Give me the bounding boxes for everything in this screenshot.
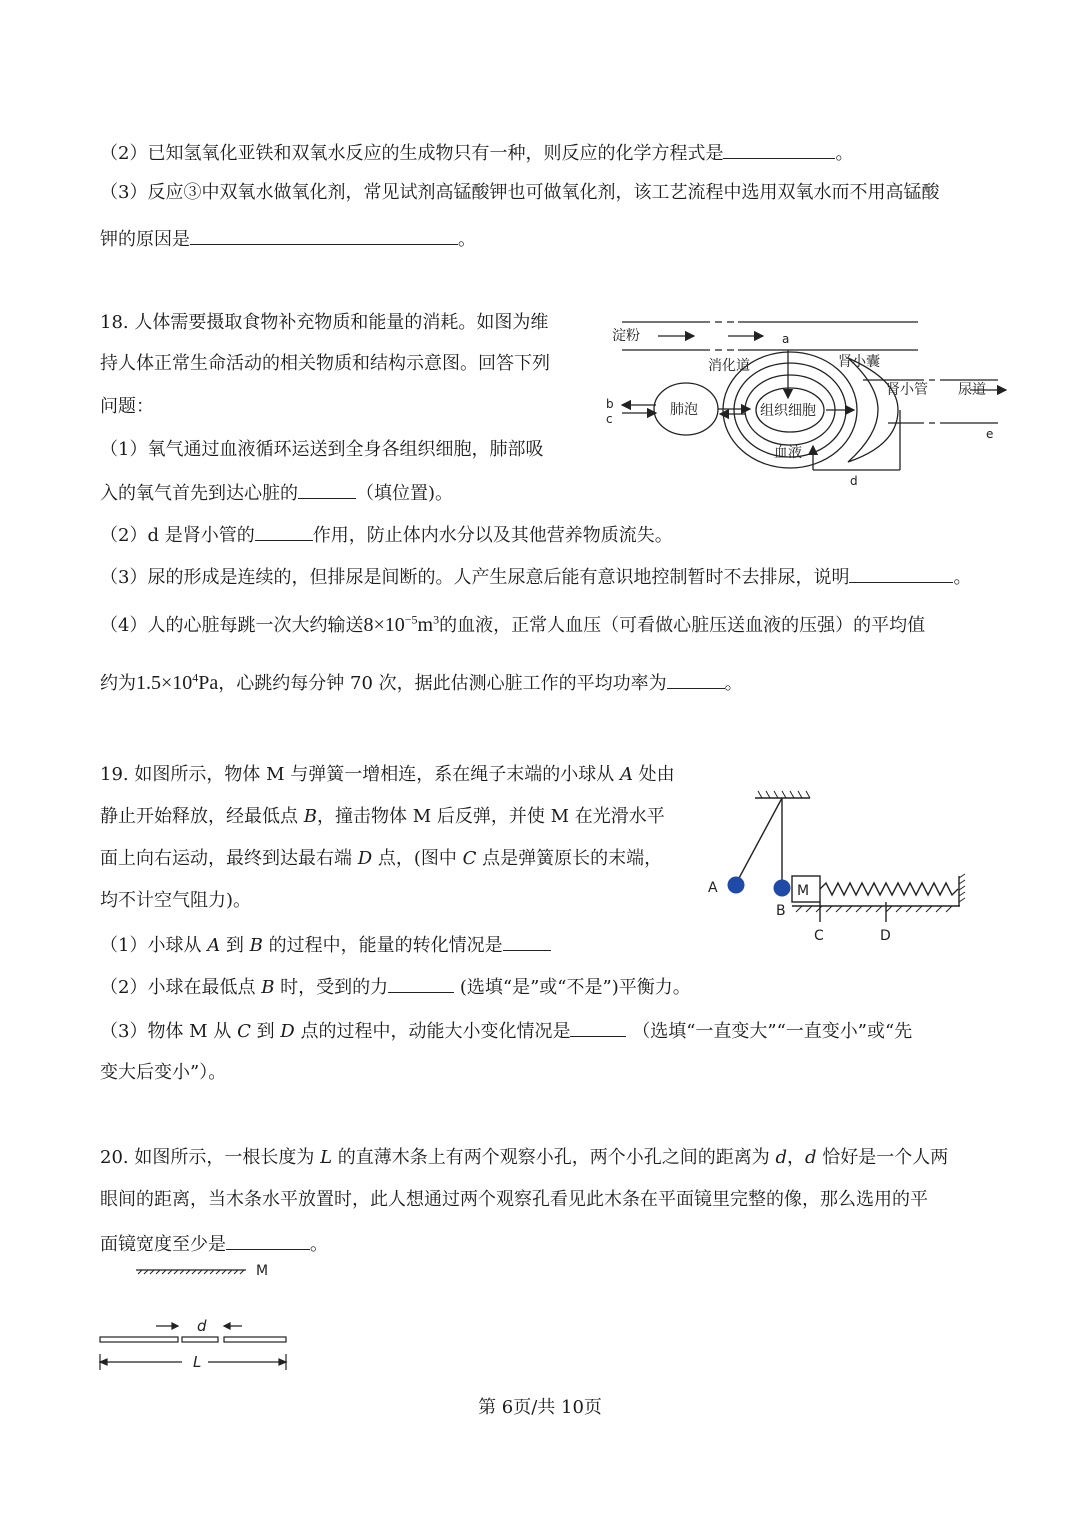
q18-part1-line2: 入的氧气首先到达心脏的 （填位置)。 — [100, 480, 453, 506]
answer-blank[interactable] — [503, 932, 551, 951]
answer-blank[interactable] — [190, 226, 458, 245]
answer-blank[interactable] — [723, 140, 835, 159]
q18-intro-line1: 18. 人体需要摄取食物补充物质和能量的消耗。如图为维 — [100, 312, 549, 333]
label-renal-capsule: 肾小囊 — [838, 354, 880, 370]
answer-blank[interactable] — [849, 564, 953, 583]
label-b: b — [606, 397, 614, 411]
q17-part3-line2: 钾的原因是 。 — [100, 226, 476, 252]
label-c: c — [606, 412, 613, 426]
q19-intro-line4: 均不计空气阻力)。 — [100, 890, 252, 911]
label-l: L — [193, 1353, 202, 1371]
page-footer: 第 6页/共 10页 — [478, 1397, 602, 1418]
label-a: A — [708, 880, 718, 896]
q18-part3: （3）尿的形成是连续的，但排尿是间断的。人产生尿意后能有意识地控制暂时不去排尿，说明 。 — [100, 564, 971, 590]
answer-blank[interactable] — [298, 480, 356, 499]
q18-part2: （2）d 是肾小管的 作用，防止体内水分以及其他营养物质流失。 — [100, 522, 673, 548]
q20-mirror-stick-diagram — [96, 1260, 296, 1378]
label-d: d — [850, 474, 858, 488]
answer-blank[interactable] — [570, 1018, 626, 1037]
label-mirror-m: M — [256, 1263, 269, 1279]
q18-part4-line2: 约为$1.5\times 10^4Pa$，心跳约每分钟 70 次，据此估测心脏工作的平均功率为 。 — [100, 670, 743, 694]
label-b: B — [776, 903, 786, 919]
q19-part1: （1）小球从 A 到 B 的过程中，能量的转化情况是 — [100, 932, 551, 958]
label-c: C — [814, 928, 824, 944]
label-d: D — [880, 928, 891, 944]
q19-part3-line2: 变大后变小”）。 — [100, 1062, 227, 1083]
answer-blank[interactable] — [388, 974, 454, 993]
q19-intro-line1: 19. 如图所示，物体 M 与弹簧一增相连，系在绳子末端的小球从 A 处由 — [100, 764, 675, 785]
ball-at-a — [728, 877, 745, 894]
label-m: M — [797, 883, 810, 899]
answer-blank[interactable] — [226, 1231, 310, 1250]
label-d: d — [197, 1317, 207, 1335]
label-blood: 血液 — [774, 445, 802, 461]
q20-line3: 面镜宽度至少是 。 — [100, 1231, 328, 1257]
q20-line1: 20. 如图所示，一根长度为 L 的直薄木条上有两个观察小孔，两个小孔之间的距离为 d，d 恰好是一个人两 — [100, 1147, 949, 1168]
q18-physiology-diagram — [598, 310, 1010, 500]
q19-intro-line2: 静止开始释放，经最低点 B，撞击物体 M 后反弹，并使 M 在光滑水平 — [100, 806, 665, 827]
label-starch: 淀粉 — [612, 328, 640, 344]
label-alveoli: 肺泡 — [670, 402, 698, 418]
q19-part3-line1: （3）物体 M 从 C 到 D 点的过程中，动能大小变化情况是 （选填“一直变大”“一直变小”或“先 — [100, 1018, 912, 1044]
math-pressure: $1.5\times 10^4Pa$ — [136, 670, 219, 694]
q17-part3-line1: （3）反应③中双氧水做氧化剂，常见试剂高锰酸钾也可做氧化剂，该工艺流程中选用双氧水而不用高锰酸 — [100, 182, 940, 203]
math-volume: $8\times 10^{-5}m^3$ — [363, 612, 440, 636]
q20-line2: 眼间的距离，当木条水平放置时，此人想通过两个观察孔看见此木条在平面镜里完整的像，那么选用的平 — [100, 1189, 928, 1210]
label-urethra: 尿道 — [958, 382, 986, 398]
q17-part2: （2）已知氢氧化亚铁和双氧水反应的生成物只有一种，则反应的化学方程式是 。 — [100, 140, 853, 166]
answer-blank[interactable] — [667, 670, 725, 689]
q18-part1-line1: （1）氧气通过血液循环运送到全身各组织细胞，肺部吸 — [100, 439, 544, 460]
q19-pendulum-spring-diagram — [700, 788, 970, 948]
q19-intro-line3: 面上向右运动，最终到达最右端 D 点，(图中 C 点是弹簧原长的末端， — [100, 848, 663, 869]
q18-intro-line2: 持人体正常生命活动的相关物质和结构示意图。回答下列 — [100, 353, 550, 374]
answer-blank[interactable] — [255, 522, 313, 541]
label-e: e — [986, 427, 994, 441]
label-digestive-tract: 消化道 — [708, 358, 750, 374]
label-tissue-cells: 组织细胞 — [760, 403, 816, 419]
q18-part4-line1: （4）人的心脏每跳一次大约输送$8\times 10^{-5}m^3$的血液，正常人血压（可看做心脏压送血液的压强）的平均值 — [100, 612, 926, 636]
label-a: a — [782, 332, 790, 346]
q18-intro-line3: 问题： — [100, 396, 154, 417]
ball-at-b — [774, 880, 791, 897]
q19-part2: （2）小球在最低点 B 时，受到的力 (选填“是”或“不是”)平衡力。 — [100, 974, 691, 1000]
label-renal-tubule: 肾小管 — [886, 382, 928, 398]
